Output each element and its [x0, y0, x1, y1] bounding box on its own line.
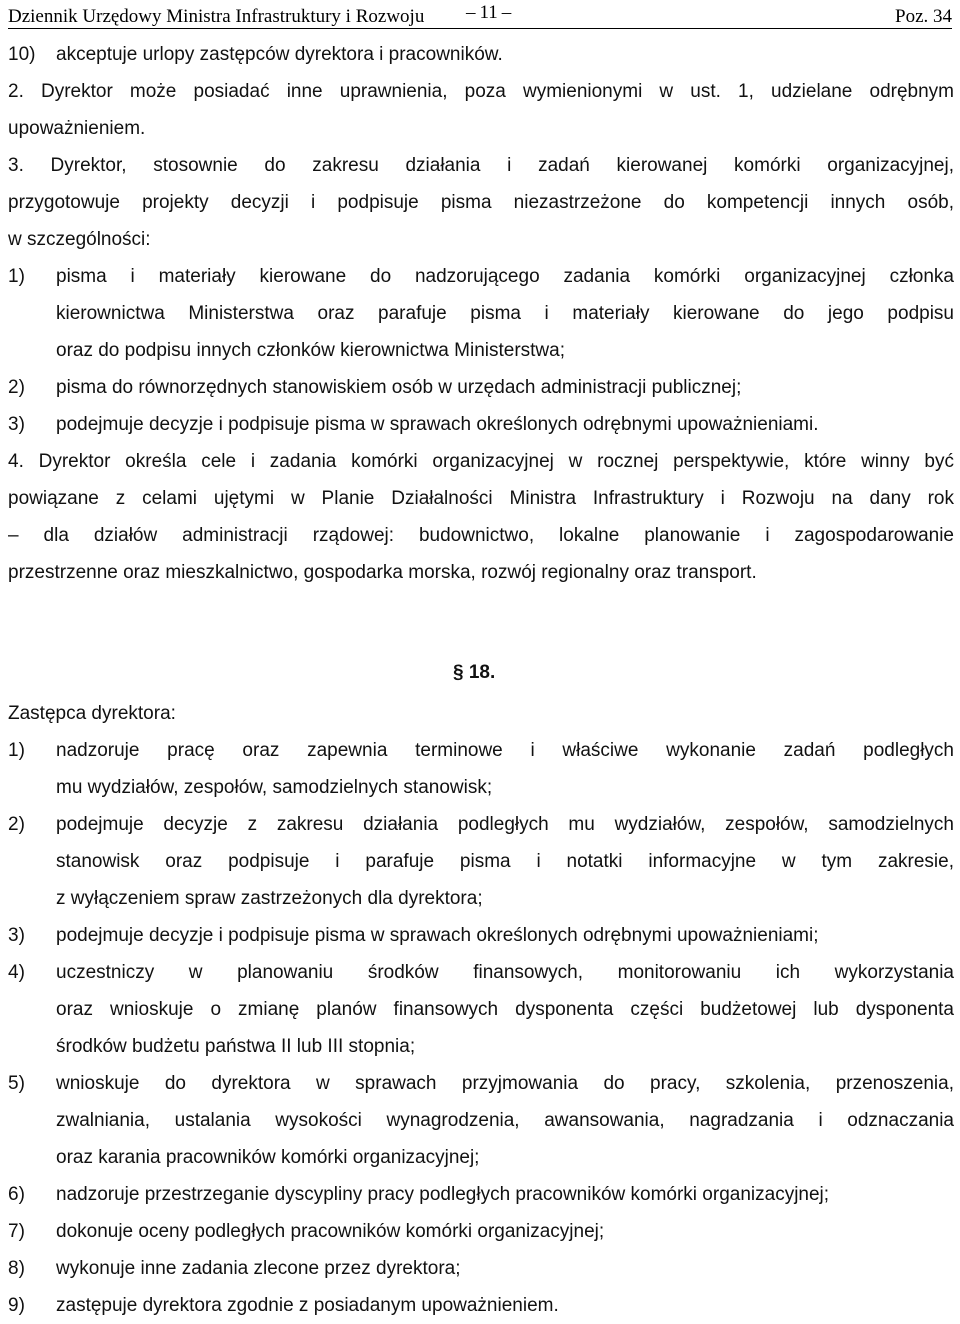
list-item-line: środków budżetu państwa II lub III stopnia;: [56, 1036, 416, 1057]
list-item-number: 3): [8, 414, 25, 435]
paragraph-2-line-1: 2. Dyrektor może posiadać inne uprawnienia, poza wymienionymi w ust. 1, udzielane odrębnym: [8, 81, 954, 102]
list-item-text: podejmuje decyzje i podpisuje pisma w sprawach określonych odrębnymi upoważnieniami.: [56, 414, 819, 435]
list-item: [8, 258, 954, 369]
list-item-text: wykonuje inne zadania zlecone przez dyrektora;: [56, 1258, 461, 1279]
list-item-line: stanowisk oraz podpisuje i parafuje pisma i notatki informacyjne w tym zakresie,: [56, 851, 954, 872]
page-number-value: 11: [479, 2, 498, 23]
list-item: [8, 806, 954, 917]
list-item-line: kierownictwa Ministerstwa oraz parafuje pisma i materiały kierowane do jego podpisu: [56, 303, 954, 324]
list-item: [8, 1065, 954, 1176]
paragraph-3-line-1: 3. Dyrektor, stosownie do zakresu działania i zadań kierowanej komórki organizacyjnej,: [8, 155, 954, 176]
list-item-number: 5): [8, 1073, 25, 1094]
paragraph-4-line-3: – dla działów administracji rządowej: budownictwo, lokalne planowanie i zagospodarowanie: [8, 525, 954, 546]
list-item-line: uczestniczy w planowaniu środków finansowych, monitorowaniu ich wykorzystania: [56, 962, 954, 983]
list-item-number: 10): [8, 44, 36, 65]
list-item-number: 1): [8, 740, 25, 761]
paragraph-4-line-2: powiązane z celami ujętymi w Planie Działalności Ministra Infrastruktury i Rozwoju na dany rok: [8, 488, 954, 509]
list-item-number: 4): [8, 962, 25, 983]
list-item: [8, 1176, 954, 1213]
paragraph-3-line-2: przygotowuje projekty decyzji i podpisuje pisma niezastrzeżone do kompetencji innych osób,: [8, 192, 954, 213]
paragraph-2-line-2: upoważnieniem.: [8, 118, 146, 139]
section-body: [8, 695, 954, 1324]
list-item-text: zastępuje dyrektora zgodnie z posiadanym upoważnieniem.: [56, 1295, 559, 1316]
list-item-line: pisma i materiały kierowane do nadzorującego zadania komórki organizacyjnej członka: [56, 266, 954, 287]
paragraph-3-line-3: w szczególności:: [8, 229, 151, 250]
list-item-line: podejmuje decyzje z zakresu działania podległych mu wydziałów, zespołów, samodzielnych: [56, 814, 954, 835]
list-item-number: 2): [8, 814, 25, 835]
list-item: [8, 1250, 954, 1287]
list-item-text: podejmuje decyzje i podpisuje pisma w sprawach określonych odrębnymi upoważnieniami;: [56, 925, 819, 946]
list-item-text: dokonuje oceny podległych pracowników komórki organizacyjnej;: [56, 1221, 605, 1242]
page-header: [8, 2, 952, 29]
list-item-line: nadzoruje pracę oraz zapewnia terminowe i właściwe wykonanie zadań podległych: [56, 740, 954, 761]
journal-title: Dziennik Urzędowy Ministra Infrastruktury i Rozwoju: [8, 6, 425, 27]
list-item-number: 2): [8, 377, 25, 398]
list-item-line: z wyłączeniem spraw zastrzeżonych dla dyrektora;: [56, 888, 483, 909]
document-body: [8, 36, 954, 591]
list-item: [8, 917, 954, 954]
paragraph-4-line-4: przestrzenne oraz mieszkalnictwo, gospodarka morska, rozwój regionalny oraz transport.: [8, 562, 757, 583]
list-item-text: pisma do równorzędnych stanowiskiem osób w urzędach administracji publicznej;: [56, 377, 742, 398]
section-intro: Zastępca dyrektora:: [8, 703, 176, 724]
list-item-text: akceptuje urlopy zastępców dyrektora i pracowników.: [56, 44, 503, 65]
list-item-line: zwalniania, ustalania wysokości wynagrodzenia, awansowania, nagradzania i odznaczania: [56, 1110, 954, 1131]
list-item: [8, 369, 954, 406]
list-item-line: oraz karania pracowników komórki organizacyjnej;: [56, 1147, 480, 1168]
page-number: – 11 –: [466, 2, 512, 23]
list-item: [8, 36, 954, 73]
list-item-line: oraz do podpisu innych członków kierownictwa Ministerstwa;: [56, 340, 566, 361]
list-item: [8, 954, 954, 1065]
list-item: [8, 1213, 954, 1250]
list-item-number: 1): [8, 266, 25, 287]
section-title: § 18.: [453, 662, 496, 683]
list-item-number: 9): [8, 1295, 25, 1316]
list-item-number: 6): [8, 1184, 25, 1205]
list-item-number: 8): [8, 1258, 25, 1279]
list-item-line: oraz wnioskuje o zmianę planów finansowych dysponenta części budżetowej lub dysponenta: [56, 999, 954, 1020]
position-number: Poz. 34: [895, 6, 952, 27]
paragraph-4-line-1: 4. Dyrektor określa cele i zadania komórki organizacyjnej w rocznej perspektywie, które winny być: [8, 451, 954, 472]
list-item: [8, 1287, 954, 1324]
list-item: [8, 732, 954, 806]
list-item-text: nadzoruje przestrzeganie dyscypliny pracy podległych pracowników komórki organizacyjnej;: [56, 1184, 830, 1205]
list-item-number: 7): [8, 1221, 25, 1242]
list-item-line: wnioskuje do dyrektora w sprawach przyjmowania do pracy, szkolenia, przenoszenia,: [56, 1073, 954, 1094]
list-item: [8, 406, 954, 443]
list-item-line: mu wydziałów, zespołów, samodzielnych stanowisk;: [56, 777, 493, 798]
list-item-number: 3): [8, 925, 25, 946]
